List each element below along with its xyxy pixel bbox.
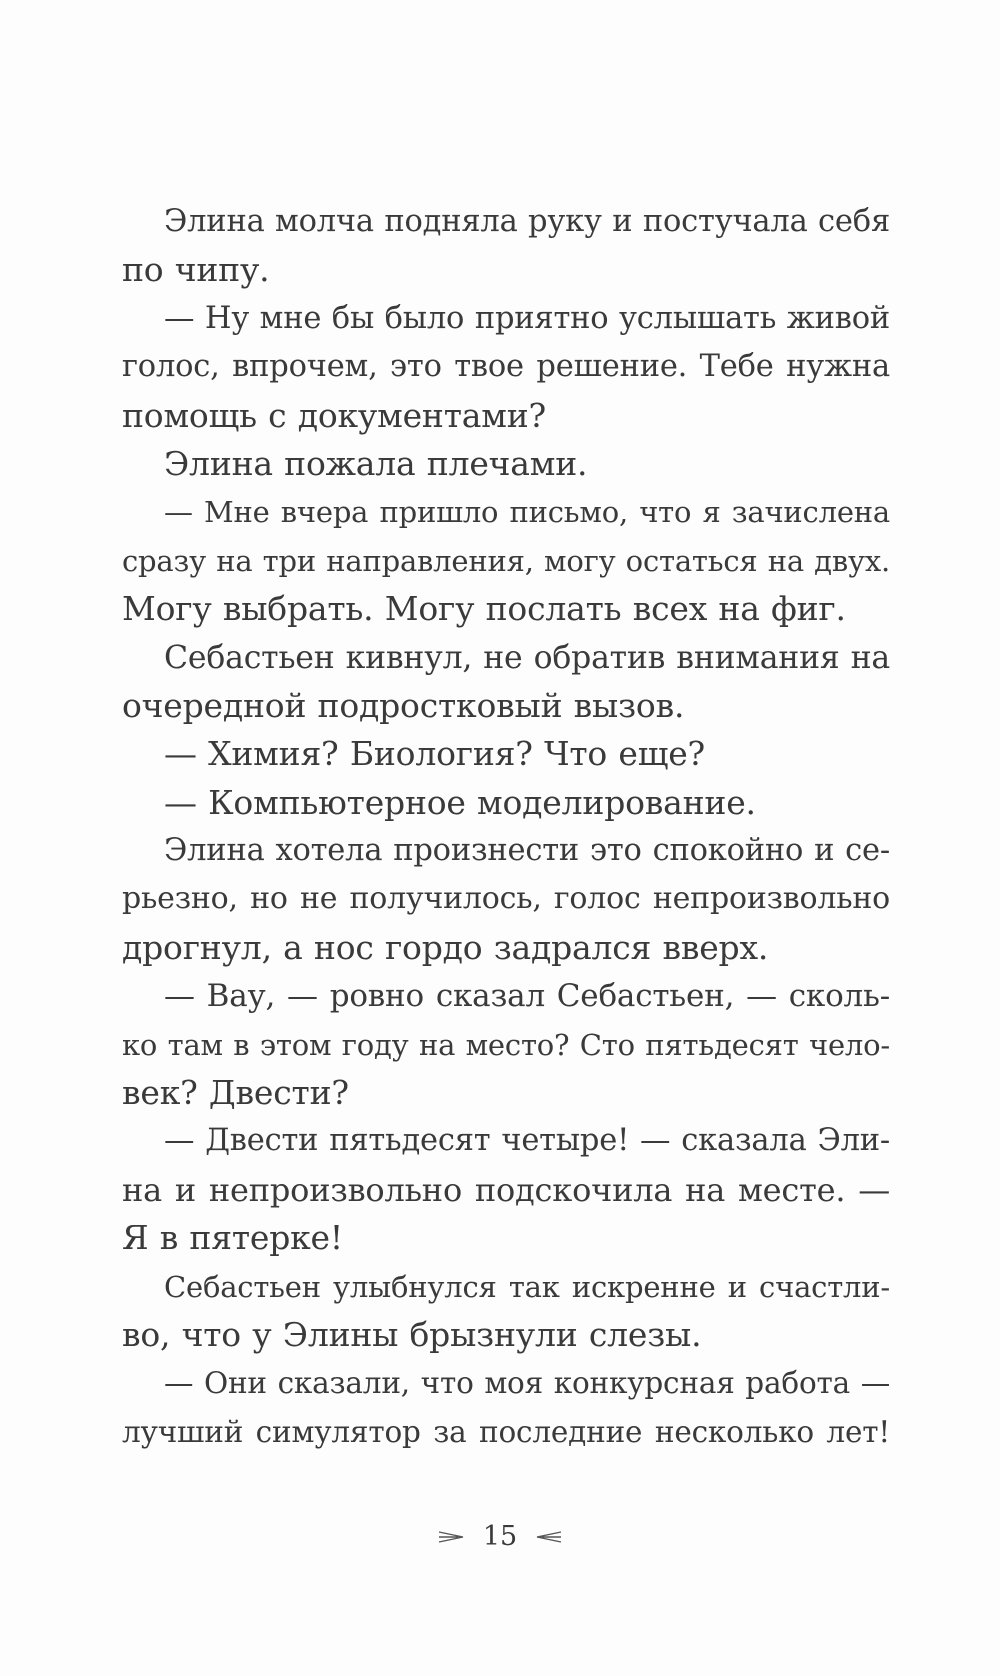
text-line: Я в пятерке!: [122, 1218, 343, 1258]
right-ornament-icon: [534, 1527, 564, 1547]
text-line: дрогнул, а нос гордо задрался вверх.: [122, 927, 769, 967]
text-line: сразу на три направления, могу остаться на двух.: [122, 543, 890, 578]
page-number: 15: [482, 1520, 518, 1552]
text-line: — Двести пятьдесят четыре! — сказала Эли-: [164, 1123, 890, 1159]
text-line: Элина молча подняла руку и постучала себя: [164, 204, 890, 239]
text-line: — Ну мне бы было приятно услышать живой: [164, 300, 890, 336]
text-line: ко там в этом году на место? Сто пятьдесят чело-: [122, 1027, 890, 1062]
text-line: — Мне вчера пришло письмо, что я зачислена: [164, 495, 890, 530]
page-footer: [0, 1518, 1000, 1555]
text-line: Себастьен кивнул, не обратив внимания на: [164, 639, 890, 676]
text-line: во, что у Элины брызнули слезы.: [122, 1314, 702, 1354]
text-line: на и непроизвольно подскочила на месте. —: [122, 1170, 890, 1209]
text-line: помощь с документами?: [122, 395, 547, 435]
text-line: рьезно, но не получилось, голос непроизвольно: [122, 881, 890, 917]
text-line: по чипу.: [122, 250, 270, 290]
body-text: [122, 198, 890, 1456]
text-line: век? Двести?: [122, 1073, 349, 1113]
text-line: Элина хотела произнести это спокойно и се-: [164, 833, 890, 869]
text-line: Себастьен улыбнулся так искренне и счастли-: [164, 1269, 890, 1304]
left-ornament-icon: [436, 1527, 466, 1547]
text-line: лучший симулятор за последние несколько лет!: [122, 1414, 890, 1449]
text-line: голос, впрочем, это твое решение. Тебе нужна: [122, 349, 890, 385]
text-line: — Они сказали, что моя конкурсная работа —: [164, 1366, 890, 1401]
text-line: — Компьютерное моделирование.: [164, 782, 756, 822]
text-line: очередной подростковый вызов.: [122, 685, 685, 725]
text-line: Элина пожала плечами.: [164, 443, 588, 483]
text-line: Могу выбрать. Могу послать всех на фиг.: [122, 589, 846, 629]
text-line: — Вау, — ровно сказал Себастьен, — сколь-: [164, 978, 890, 1015]
text-line: — Химия? Биология? Что еще?: [164, 734, 706, 774]
